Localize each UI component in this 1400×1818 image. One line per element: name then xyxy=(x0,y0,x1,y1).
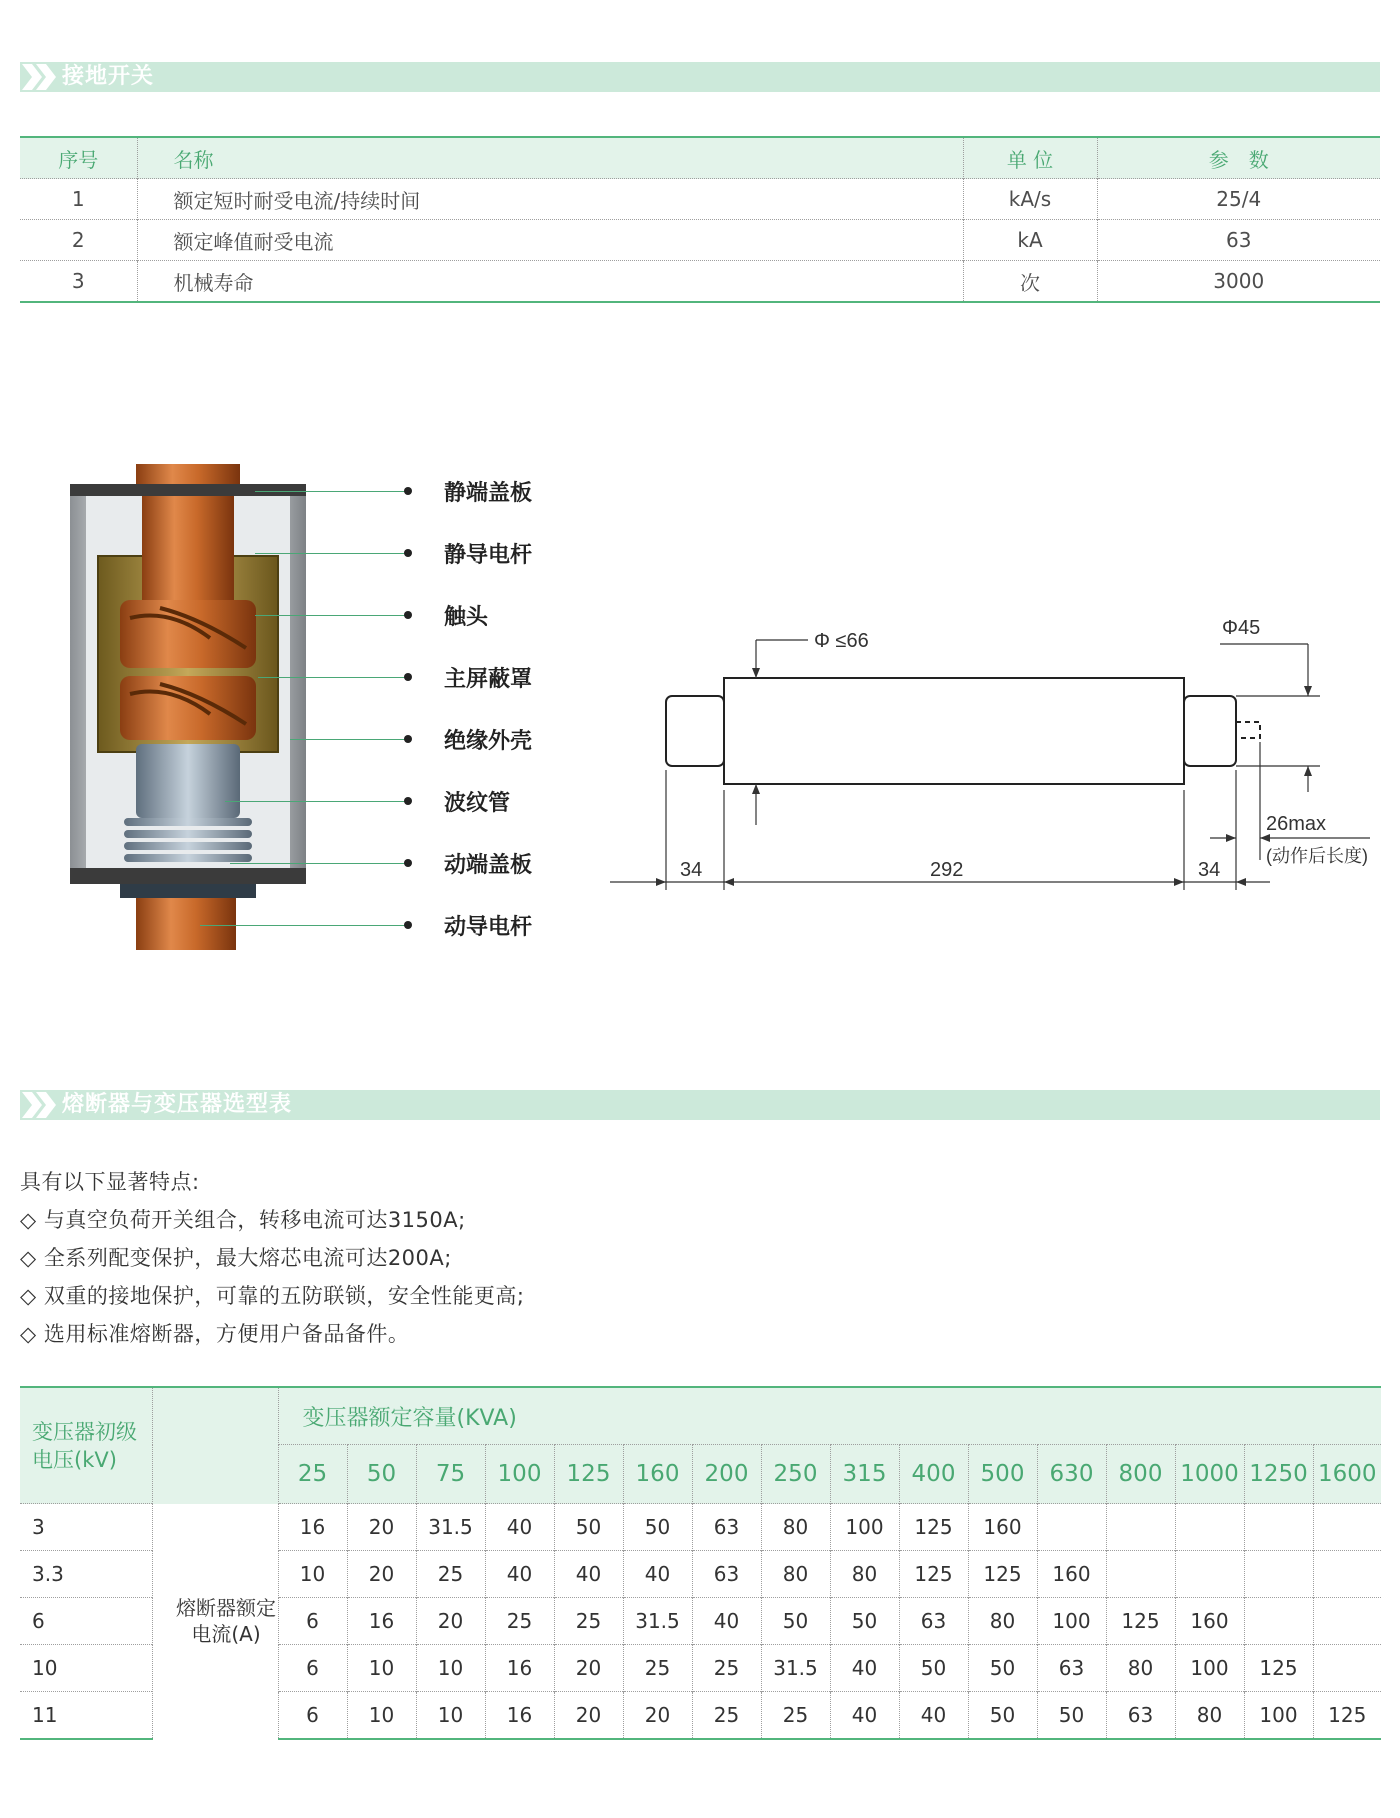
vacuum-interrupter-illustration xyxy=(60,458,320,954)
cell-unit: kA xyxy=(963,220,1097,261)
callout-leader-line xyxy=(230,863,408,864)
cell-fuse-current xyxy=(1313,1551,1381,1598)
header-primary-voltage: 变压器初级电压(kV) xyxy=(20,1387,152,1504)
callout-leader-line xyxy=(200,925,408,926)
cell-fuse-current: 50 xyxy=(554,1504,623,1551)
cell-voltage: 6 xyxy=(20,1598,152,1645)
cell-fuse-current: 80 xyxy=(830,1551,899,1598)
dim-body-diameter: Φ ≤66 xyxy=(814,630,869,652)
callout-dot xyxy=(404,673,412,681)
cell-voltage: 3 xyxy=(20,1504,152,1551)
fuse-selection-table xyxy=(20,1386,1381,1740)
capacity-header-cell: 25 xyxy=(278,1445,347,1504)
capacity-header-cell: 500 xyxy=(968,1445,1037,1504)
cell-voltage: 11 xyxy=(20,1692,152,1740)
feature-item: ◇ 全系列配变保护，最大熔芯电流可达200A; xyxy=(20,1246,452,1270)
cell-fuse-current: 10 xyxy=(416,1645,485,1692)
cell-fuse-current: 40 xyxy=(899,1692,968,1740)
header-index: 序号 xyxy=(20,137,137,179)
section-title: 熔断器与变压器选型表 xyxy=(62,1092,293,1117)
cell-fuse-current: 100 xyxy=(830,1504,899,1551)
cell-fuse-current: 31.5 xyxy=(623,1598,692,1645)
cell-fuse-current: 10 xyxy=(278,1551,347,1598)
cell-fuse-current xyxy=(1244,1551,1313,1598)
callout-label: 主屏蔽罩 xyxy=(444,667,533,692)
cell-fuse-current: 25 xyxy=(485,1598,554,1645)
cell-fuse-current: 80 xyxy=(1106,1645,1175,1692)
header-blank xyxy=(152,1387,278,1504)
feature-item: ◇ 双重的接地保护，可靠的五防联锁，安全性能更高; xyxy=(20,1284,525,1308)
table-row xyxy=(20,179,1380,220)
callout-dot xyxy=(404,797,412,805)
cell-fuse-current: 20 xyxy=(347,1504,416,1551)
capacity-header-cell: 800 xyxy=(1106,1445,1175,1504)
cell-fuse-current: 63 xyxy=(1037,1645,1106,1692)
callout-label: 动端盖板 xyxy=(444,853,533,878)
cell-fuse-current: 125 xyxy=(1313,1692,1381,1740)
cell-fuse-current: 25 xyxy=(623,1645,692,1692)
cell-fuse-current: 40 xyxy=(485,1551,554,1598)
callout-leader-line xyxy=(255,553,408,554)
table-row xyxy=(20,1504,1381,1551)
cell-value: 63 xyxy=(1097,220,1380,261)
cell-fuse-current: 6 xyxy=(278,1645,347,1692)
cell-unit: 次 xyxy=(963,261,1097,303)
chevron-right-icon xyxy=(20,1090,60,1120)
cell-fuse-current: 125 xyxy=(899,1551,968,1598)
cell-fuse-current: 31.5 xyxy=(416,1504,485,1551)
cell-index: 1 xyxy=(20,179,137,220)
capacity-header-cell: 50 xyxy=(347,1445,416,1504)
cell-fuse-current: 25 xyxy=(761,1692,830,1740)
cell-fuse-current: 40 xyxy=(692,1598,761,1645)
cell-fuse-current: 160 xyxy=(968,1504,1037,1551)
cell-fuse-current xyxy=(1037,1504,1106,1551)
cell-fuse-current: 100 xyxy=(1244,1692,1313,1740)
cell-fuse-current: 40 xyxy=(830,1645,899,1692)
dim-body-length: 292 xyxy=(930,859,964,881)
feature-item: ◇ 与真空负荷开关组合，转移电流可达3150A; xyxy=(20,1208,466,1232)
cell-fuse-current: 63 xyxy=(692,1551,761,1598)
cell-fuse-current xyxy=(1175,1504,1244,1551)
callout-dot xyxy=(404,487,412,495)
callout-label: 动导电杆 xyxy=(444,915,533,940)
cell-name: 额定峰值耐受电流 xyxy=(137,220,963,261)
capacity-header-cell: 1250 xyxy=(1244,1445,1313,1504)
cell-fuse-current: 20 xyxy=(347,1551,416,1598)
callout-dot xyxy=(404,549,412,557)
cell-value: 3000 xyxy=(1097,261,1380,303)
cell-fuse-current: 16 xyxy=(278,1504,347,1551)
cell-fuse-current: 25 xyxy=(692,1692,761,1740)
capacity-header-cell: 630 xyxy=(1037,1445,1106,1504)
table-row xyxy=(20,220,1380,261)
cell-fuse-current: 125 xyxy=(899,1504,968,1551)
capacity-header-cell: 200 xyxy=(692,1445,761,1504)
callout-label: 静导电杆 xyxy=(444,543,533,568)
cell-fuse-current: 63 xyxy=(899,1598,968,1645)
capacity-header-cell: 100 xyxy=(485,1445,554,1504)
header-name: 名称 xyxy=(137,137,963,179)
cell-fuse-current xyxy=(1106,1551,1175,1598)
callout-dot xyxy=(404,921,412,929)
fuse-dimension-drawing xyxy=(610,600,1400,900)
cell-fuse-current: 80 xyxy=(1175,1692,1244,1740)
cell-fuse-current: 100 xyxy=(1037,1598,1106,1645)
header-rated-capacity: 变压器额定容量(KVA) xyxy=(278,1387,1381,1445)
dim-right-length: 34 xyxy=(1198,859,1221,881)
section-header-fuse-selection xyxy=(20,1090,1380,1120)
cell-fuse-current: 10 xyxy=(347,1692,416,1740)
callout-leader-line xyxy=(255,615,408,616)
cell-fuse-current xyxy=(1106,1504,1175,1551)
cell-value: 25/4 xyxy=(1097,179,1380,220)
cell-fuse-current: 40 xyxy=(485,1504,554,1551)
dim-travel-note: (动作后长度) xyxy=(1266,846,1368,866)
cell-index: 2 xyxy=(20,220,137,261)
cell-fuse-current: 160 xyxy=(1037,1551,1106,1598)
capacity-header-cell: 1600 xyxy=(1313,1445,1381,1504)
cell-fuse-current: 16 xyxy=(347,1598,416,1645)
cell-fuse-current: 25 xyxy=(692,1645,761,1692)
cell-fuse-current: 80 xyxy=(968,1598,1037,1645)
cell-fuse-current: 20 xyxy=(554,1692,623,1740)
cell-fuse-current: 63 xyxy=(692,1504,761,1551)
callout-label: 波纹管 xyxy=(444,791,511,816)
callout-leader-line xyxy=(255,491,408,492)
cell-fuse-current: 40 xyxy=(623,1551,692,1598)
row-label-fuse-current: 熔断器额定电流(A) xyxy=(152,1504,278,1740)
cell-fuse-current: 10 xyxy=(347,1645,416,1692)
cell-fuse-current: 31.5 xyxy=(761,1645,830,1692)
callout-dot xyxy=(404,735,412,743)
cell-fuse-current: 125 xyxy=(968,1551,1037,1598)
header-value: 参 数 xyxy=(1097,137,1380,179)
cell-fuse-current xyxy=(1313,1598,1381,1645)
cell-fuse-current: 16 xyxy=(485,1645,554,1692)
cell-fuse-current xyxy=(1244,1598,1313,1645)
cell-fuse-current: 40 xyxy=(830,1692,899,1740)
chevron-right-icon xyxy=(20,62,60,92)
spec-table xyxy=(20,136,1380,303)
capacity-header-cell: 75 xyxy=(416,1445,485,1504)
cell-fuse-current: 50 xyxy=(623,1504,692,1551)
cell-fuse-current: 100 xyxy=(1175,1645,1244,1692)
dim-travel: 26max xyxy=(1266,813,1327,835)
cell-fuse-current: 63 xyxy=(1106,1692,1175,1740)
table-row xyxy=(20,261,1380,303)
cell-fuse-current: 50 xyxy=(899,1645,968,1692)
cell-unit: kA/s xyxy=(963,179,1097,220)
cell-name: 额定短时耐受电流/持续时间 xyxy=(137,179,963,220)
dim-left-length: 34 xyxy=(680,859,703,881)
capacity-header-cell: 1000 xyxy=(1175,1445,1244,1504)
section-header-grounding-switch xyxy=(20,62,1380,92)
cell-voltage: 10 xyxy=(20,1645,152,1692)
capacity-header-cell: 400 xyxy=(899,1445,968,1504)
cell-fuse-current xyxy=(1313,1504,1381,1551)
cell-fuse-current: 25 xyxy=(416,1551,485,1598)
cell-fuse-current xyxy=(1175,1551,1244,1598)
cell-index: 3 xyxy=(20,261,137,303)
callout-label: 静端盖板 xyxy=(444,481,533,506)
cell-fuse-current: 125 xyxy=(1106,1598,1175,1645)
header-unit: 单 位 xyxy=(963,137,1097,179)
callout-dot xyxy=(404,611,412,619)
capacity-header-cell: 160 xyxy=(623,1445,692,1504)
cell-fuse-current: 50 xyxy=(968,1692,1037,1740)
cell-fuse-current: 16 xyxy=(485,1692,554,1740)
capacity-header-cell: 315 xyxy=(830,1445,899,1504)
capacity-header-cell: 125 xyxy=(554,1445,623,1504)
cell-fuse-current: 160 xyxy=(1175,1598,1244,1645)
cell-fuse-current: 10 xyxy=(416,1692,485,1740)
cell-fuse-current xyxy=(1313,1645,1381,1692)
cell-fuse-current: 80 xyxy=(761,1504,830,1551)
section-title: 接地开关 xyxy=(62,64,155,89)
cell-fuse-current: 20 xyxy=(416,1598,485,1645)
callout-leader-line xyxy=(290,739,408,740)
cell-voltage: 3.3 xyxy=(20,1551,152,1598)
callout-label: 绝缘外壳 xyxy=(444,729,533,754)
dim-end-diameter: Φ45 xyxy=(1222,617,1261,639)
cell-fuse-current: 20 xyxy=(623,1692,692,1740)
cell-fuse-current: 6 xyxy=(278,1598,347,1645)
cell-fuse-current: 20 xyxy=(554,1645,623,1692)
cell-fuse-current: 50 xyxy=(830,1598,899,1645)
feature-item: ◇ 选用标准熔断器，方便用户备品备件。 xyxy=(20,1322,410,1346)
cell-fuse-current: 50 xyxy=(968,1645,1037,1692)
cell-fuse-current xyxy=(1244,1504,1313,1551)
callout-label: 触头 xyxy=(444,605,489,630)
callout-leader-line xyxy=(258,677,408,678)
cell-fuse-current: 6 xyxy=(278,1692,347,1740)
cell-fuse-current: 25 xyxy=(554,1598,623,1645)
cell-fuse-current: 125 xyxy=(1244,1645,1313,1692)
cell-fuse-current: 50 xyxy=(1037,1692,1106,1740)
cell-fuse-current: 80 xyxy=(761,1551,830,1598)
features-intro: 具有以下显著特点: xyxy=(20,1170,200,1194)
cell-fuse-current: 40 xyxy=(554,1551,623,1598)
capacity-header-cell: 250 xyxy=(761,1445,830,1504)
cell-fuse-current: 50 xyxy=(761,1598,830,1645)
callout-dot xyxy=(404,859,412,867)
cell-name: 机械寿命 xyxy=(137,261,963,303)
callout-leader-line xyxy=(225,801,408,802)
